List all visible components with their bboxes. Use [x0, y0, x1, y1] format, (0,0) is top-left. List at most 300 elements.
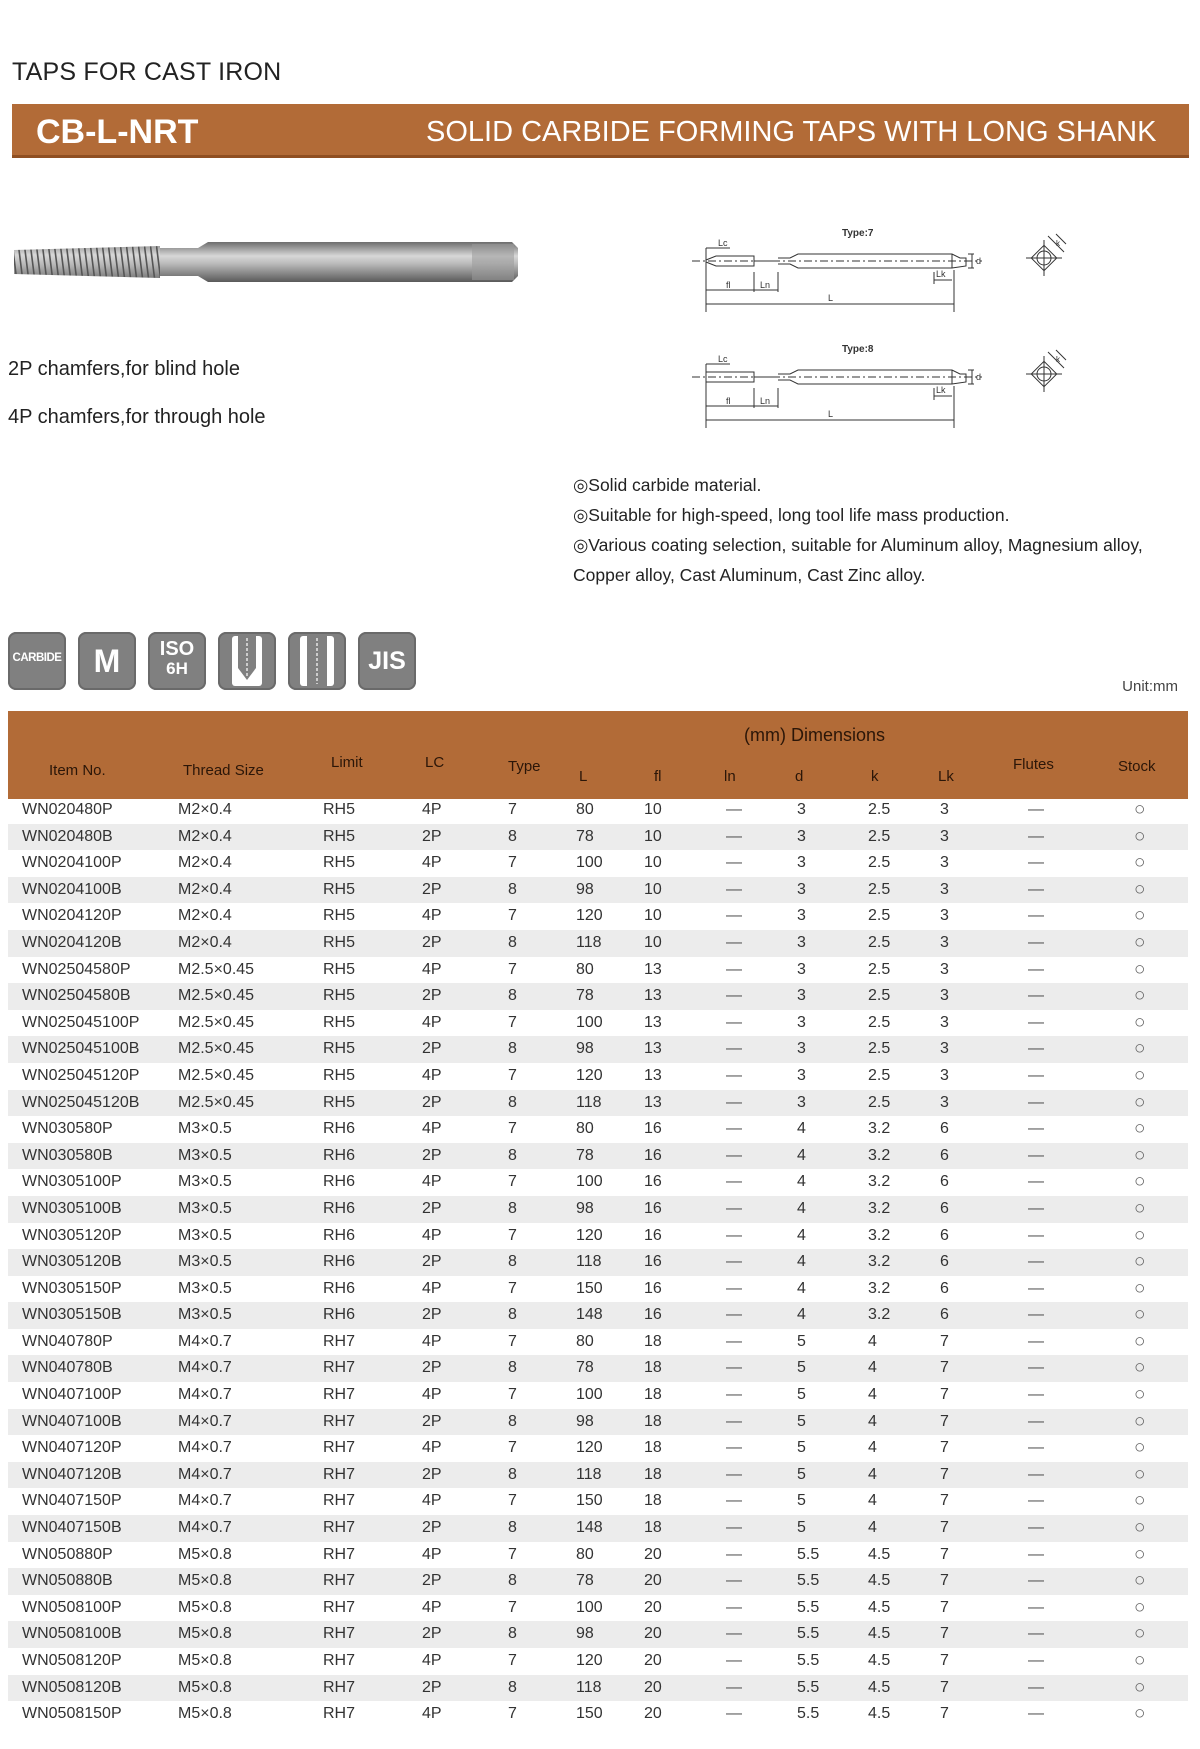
cell-thread-size: M2.5×0.45	[178, 1013, 255, 1031]
col-header: Stock	[1118, 758, 1156, 775]
cell-item-no: WN050880P	[22, 1545, 113, 1563]
cell-flutes: —	[1028, 1120, 1044, 1138]
cell-stock: ○	[1134, 1224, 1146, 1246]
table-row	[8, 957, 1188, 984]
cell-limit: RH6	[323, 1199, 356, 1217]
cell-k: 4.5	[868, 1598, 891, 1616]
cell-limit: RH6	[323, 1120, 356, 1138]
cell-limit: RH6	[323, 1226, 356, 1244]
cell-limit: RH7	[323, 1545, 356, 1563]
cell-limit: RH6	[323, 1279, 356, 1297]
cell-thread-size: M5×0.8	[178, 1598, 232, 1616]
cell-lk: 3	[940, 960, 949, 978]
cell-type: 7	[508, 1652, 517, 1669]
cell-item-no: WN030580B	[22, 1146, 113, 1164]
cell-item-no: WN0204120B	[22, 933, 122, 951]
cell-fl: 16	[644, 1226, 662, 1244]
cell-ln: —	[726, 1040, 742, 1058]
table-row	[8, 1409, 1188, 1436]
cell-type: 7	[508, 1705, 517, 1723]
cell-flutes: —	[1028, 1013, 1044, 1031]
cell-fl: 13	[644, 987, 662, 1005]
cell-lk: 7	[940, 1465, 949, 1483]
cell-k: 2.5	[868, 907, 891, 925]
cell-flutes: —	[1028, 933, 1044, 951]
cell-k: 3.2	[868, 1226, 891, 1244]
cell-thread-size: M3×0.5	[178, 1146, 232, 1164]
cell-stock: ○	[1134, 1490, 1146, 1512]
cell-lk: 7	[940, 1386, 949, 1404]
svg-text:Lk: Lk	[936, 269, 946, 279]
table-row	[8, 1542, 1188, 1569]
cell-k: 2.5	[868, 933, 891, 951]
cell-stock: ○	[1134, 1543, 1146, 1565]
cell-type: 7	[508, 1013, 517, 1031]
cell-limit: RH7	[323, 1359, 356, 1377]
cell-l: 98	[576, 1412, 594, 1430]
cell-lk: 7	[940, 1519, 949, 1537]
cell-item-no: WN02504580B	[22, 987, 131, 1005]
cell-type: 7	[508, 1598, 517, 1616]
cell-k: 3.2	[868, 1120, 891, 1138]
cell-type: 7	[508, 1279, 517, 1297]
table-row	[8, 1675, 1188, 1702]
cell-d: 5	[797, 1519, 806, 1537]
cell-l: 118	[576, 1678, 602, 1696]
chamfer-blind-hole: 2P chamfers,for blind hole	[8, 358, 240, 380]
table-row	[8, 850, 1188, 877]
cell-item-no: WN020480B	[22, 827, 113, 845]
cell-item-no: WN0407120B	[22, 1465, 122, 1483]
cell-flutes: —	[1028, 1625, 1044, 1643]
cell-type: 8	[508, 1572, 517, 1590]
cell-stock: ○	[1134, 1118, 1146, 1140]
col-header: L	[579, 768, 588, 785]
cell-d: 5.5	[797, 1545, 820, 1563]
cell-item-no: WN050880B	[22, 1572, 113, 1590]
cell-ln: —	[726, 1678, 742, 1696]
jis-icon: JIS	[358, 632, 416, 690]
cell-l: 118	[576, 1093, 602, 1111]
cell-k: 4.5	[868, 1545, 891, 1563]
col-header: Type	[508, 758, 541, 775]
cell-l: 78	[576, 1359, 594, 1377]
cell-thread-size: M2.5×0.45	[178, 1093, 255, 1111]
cell-item-no: WN0305100P	[22, 1173, 122, 1191]
cell-k: 4	[868, 1465, 877, 1483]
cell-lk: 7	[940, 1359, 949, 1377]
cell-k: 2.5	[868, 1093, 891, 1111]
drawing-type-8	[682, 338, 1082, 434]
cell-lc: 4P	[422, 854, 442, 872]
cell-fl: 18	[644, 1492, 662, 1510]
cell-lc: 4P	[422, 1492, 442, 1510]
table-row	[8, 983, 1188, 1010]
cell-d: 4	[797, 1120, 806, 1138]
cell-thread-size: M4×0.7	[178, 1465, 232, 1483]
cell-ln: —	[726, 1226, 742, 1244]
cell-type: 8	[508, 1412, 517, 1430]
cell-type: 7	[508, 801, 517, 818]
cell-ln: —	[726, 880, 742, 898]
cell-ln: —	[726, 907, 742, 925]
table-row	[8, 903, 1188, 930]
cell-limit: RH5	[323, 1093, 356, 1111]
cell-d: 5	[797, 1465, 806, 1483]
cell-l: 100	[576, 1013, 603, 1031]
cell-flutes: —	[1028, 1040, 1044, 1058]
cell-limit: RH7	[323, 1439, 356, 1457]
cell-ln: —	[726, 1332, 742, 1350]
cell-k: 2.5	[868, 1040, 891, 1058]
cell-stock: ○	[1134, 931, 1146, 953]
cell-stock: ○	[1134, 1676, 1146, 1698]
cell-type: 8	[508, 1625, 517, 1643]
cell-thread-size: M4×0.7	[178, 1412, 232, 1430]
cell-lc: 2P	[422, 987, 442, 1005]
cell-thread-size: M2.5×0.45	[178, 1040, 255, 1058]
cell-l: 78	[576, 987, 594, 1005]
cell-type: 7	[508, 1120, 517, 1138]
cell-l: 100	[576, 1173, 603, 1191]
cell-d: 5	[797, 1359, 806, 1377]
cell-stock: ○	[1134, 985, 1146, 1007]
cell-limit: RH5	[323, 907, 356, 925]
blind-hole-icon	[218, 632, 276, 690]
cell-type: 8	[508, 987, 517, 1005]
feature-list	[573, 470, 1173, 590]
cell-lc: 4P	[422, 1332, 442, 1350]
cell-l: 118	[576, 1253, 602, 1271]
cell-flutes: —	[1028, 1572, 1044, 1590]
cell-fl: 13	[644, 1013, 662, 1031]
cell-d: 5.5	[797, 1705, 820, 1723]
cell-lk: 7	[940, 1652, 949, 1669]
cell-lc: 4P	[422, 960, 442, 978]
col-header: Limit	[331, 754, 363, 771]
cell-type: 8	[508, 1359, 517, 1377]
cell-stock: ○	[1134, 852, 1146, 874]
cell-thread-size: M2.5×0.45	[178, 1066, 255, 1084]
svg-text:Ln: Ln	[760, 280, 771, 290]
cell-d: 3	[797, 1093, 806, 1111]
table-row	[8, 1355, 1188, 1382]
cell-d: 3	[797, 801, 806, 818]
cell-l: 150	[576, 1492, 603, 1510]
cell-stock: ○	[1134, 1144, 1146, 1166]
cell-flutes: —	[1028, 1173, 1044, 1191]
cell-flutes: —	[1028, 1678, 1044, 1696]
cell-thread-size: M4×0.7	[178, 1386, 232, 1404]
cell-ln: —	[726, 1253, 742, 1271]
cell-lc: 4P	[422, 907, 442, 925]
cell-k: 2.5	[868, 827, 891, 845]
cell-flutes: —	[1028, 907, 1044, 925]
cell-type: 7	[508, 907, 517, 925]
cell-thread-size: M5×0.8	[178, 1625, 232, 1643]
table-row	[8, 1223, 1188, 1250]
table-row	[8, 1462, 1188, 1489]
cell-stock: ○	[1134, 1064, 1146, 1086]
cell-lk: 3	[940, 1013, 949, 1031]
tap-photo	[12, 238, 522, 286]
cell-d: 5	[797, 1439, 806, 1457]
cell-lk: 3	[940, 1066, 949, 1084]
cell-k: 3.2	[868, 1146, 891, 1164]
cell-k: 4.5	[868, 1652, 891, 1669]
cell-k: 4.5	[868, 1625, 891, 1643]
cell-l: 80	[576, 960, 594, 978]
cell-d: 3	[797, 1040, 806, 1058]
cell-lk: 6	[940, 1199, 949, 1217]
cell-k: 4.5	[868, 1678, 891, 1696]
table-row	[8, 1249, 1188, 1276]
cell-d: 3	[797, 960, 806, 978]
cell-stock: ○	[1134, 1517, 1146, 1539]
cell-l: 80	[576, 1545, 594, 1563]
cell-lk: 7	[940, 1332, 949, 1350]
cell-type: 8	[508, 1093, 517, 1111]
cell-k: 4	[868, 1412, 877, 1430]
cell-lk: 7	[940, 1412, 949, 1430]
cell-fl: 20	[644, 1652, 662, 1669]
feature-item: ◎Suitable for high-speed, long tool life mass production.	[573, 505, 1010, 525]
cell-ln: —	[726, 1412, 742, 1430]
cell-stock: ○	[1134, 799, 1146, 820]
col-header: d	[795, 768, 804, 785]
cell-fl: 18	[644, 1519, 662, 1537]
cell-fl: 20	[644, 1545, 662, 1563]
col-header: fl	[654, 768, 662, 785]
cell-k: 4	[868, 1386, 877, 1404]
cell-item-no: WN0204100B	[22, 880, 122, 898]
feature-item: Copper alloy, Cast Aluminum, Cast Zinc alloy.	[573, 565, 926, 585]
cell-k: 3.2	[868, 1279, 891, 1297]
cell-lk: 3	[940, 987, 949, 1005]
svg-text:fl: fl	[726, 396, 731, 406]
cell-ln: —	[726, 1625, 742, 1643]
cell-type: 7	[508, 1386, 517, 1404]
table-row	[8, 1435, 1188, 1462]
cell-limit: RH6	[323, 1146, 356, 1164]
cell-limit: RH5	[323, 854, 356, 872]
cell-flutes: —	[1028, 1359, 1044, 1377]
cell-flutes: —	[1028, 1652, 1044, 1669]
cell-stock: ○	[1134, 825, 1146, 847]
cell-d: 4	[797, 1146, 806, 1164]
cell-lc: 4P	[422, 1173, 442, 1191]
col-header: k	[871, 768, 879, 785]
cell-flutes: —	[1028, 1519, 1044, 1537]
cell-k: 2.5	[868, 987, 891, 1005]
table-row	[8, 1621, 1188, 1648]
cell-d: 3	[797, 907, 806, 925]
cell-stock: ○	[1134, 1091, 1146, 1113]
cell-d: 5.5	[797, 1625, 820, 1643]
cell-d: 4	[797, 1306, 806, 1324]
cell-lk: 6	[940, 1226, 949, 1244]
cell-l: 150	[576, 1279, 603, 1297]
cell-limit: RH5	[323, 960, 356, 978]
cell-thread-size: M3×0.5	[178, 1279, 232, 1297]
cell-limit: RH6	[323, 1306, 356, 1324]
cell-ln: —	[726, 1465, 742, 1483]
cell-limit: RH5	[323, 987, 356, 1005]
cell-fl: 20	[644, 1625, 662, 1643]
cell-limit: RH6	[323, 1173, 356, 1191]
cell-type: 8	[508, 1519, 517, 1537]
table-row	[8, 1196, 1188, 1223]
cell-fl: 16	[644, 1120, 662, 1138]
cell-k: 3.2	[868, 1173, 891, 1191]
table-row	[8, 1010, 1188, 1037]
cell-thread-size: M2×0.4	[178, 907, 232, 925]
drawing-type-label: Type:8	[842, 344, 874, 355]
carbide-icon: CARBIDE	[8, 632, 66, 690]
cell-lc: 4P	[422, 1120, 442, 1138]
cell-type: 8	[508, 1199, 517, 1217]
cell-l: 78	[576, 827, 594, 845]
cell-flutes: —	[1028, 854, 1044, 872]
cell-type: 7	[508, 1173, 517, 1191]
cell-lc: 4P	[422, 1386, 442, 1404]
cell-stock: ○	[1134, 1197, 1146, 1219]
svg-text:d: d	[976, 256, 982, 266]
cell-stock: ○	[1134, 1357, 1146, 1379]
cell-fl: 13	[644, 1040, 662, 1058]
cell-limit: RH5	[323, 1013, 356, 1031]
cell-thread-size: M5×0.8	[178, 1678, 232, 1696]
cell-lc: 4P	[422, 1279, 442, 1297]
cell-item-no: WN0508150P	[22, 1705, 122, 1723]
cell-limit: RH7	[323, 1625, 356, 1643]
cell-lk: 3	[940, 827, 949, 845]
cell-lk: 3	[940, 1040, 949, 1058]
cell-flutes: —	[1028, 1332, 1044, 1350]
cell-fl: 20	[644, 1598, 662, 1616]
cell-lc: 2P	[422, 1519, 442, 1537]
cell-type: 8	[508, 1465, 517, 1483]
cell-thread-size: M4×0.7	[178, 1332, 232, 1350]
cell-ln: —	[726, 1173, 742, 1191]
cell-l: 100	[576, 854, 603, 872]
cell-item-no: WN025045120B	[22, 1093, 140, 1111]
cell-thread-size: M3×0.5	[178, 1253, 232, 1271]
cell-d: 5	[797, 1386, 806, 1404]
drawing-type-7	[682, 222, 1082, 318]
cell-fl: 20	[644, 1705, 662, 1723]
cell-d: 3	[797, 880, 806, 898]
cell-flutes: —	[1028, 987, 1044, 1005]
col-header: Lk	[938, 768, 954, 785]
cell-thread-size: M2×0.4	[178, 880, 232, 898]
cell-item-no: WN025045100P	[22, 1013, 140, 1031]
cell-thread-size: M4×0.7	[178, 1492, 232, 1510]
cell-limit: RH5	[323, 933, 356, 951]
cell-limit: RH7	[323, 1652, 356, 1669]
table-body	[8, 797, 1188, 1728]
cell-d: 4	[797, 1173, 806, 1191]
cell-l: 78	[576, 1146, 594, 1164]
cell-stock: ○	[1134, 1650, 1146, 1671]
cell-type: 8	[508, 1040, 517, 1058]
cell-fl: 16	[644, 1199, 662, 1217]
cell-lc: 4P	[422, 1598, 442, 1616]
cell-flutes: —	[1028, 1412, 1044, 1430]
cell-d: 4	[797, 1253, 806, 1271]
cell-item-no: WN0407100P	[22, 1386, 122, 1404]
cell-item-no: WN0407120P	[22, 1439, 122, 1457]
svg-text:Lk: Lk	[936, 385, 946, 395]
cell-thread-size: M3×0.5	[178, 1173, 232, 1191]
cell-d: 3	[797, 827, 806, 845]
cell-ln: —	[726, 801, 742, 818]
cell-lk: 6	[940, 1279, 949, 1297]
table-row	[8, 1036, 1188, 1063]
cell-lk: 7	[940, 1439, 949, 1457]
svg-text:Lc: Lc	[718, 354, 728, 364]
cell-fl: 16	[644, 1253, 662, 1271]
cell-limit: RH5	[323, 827, 356, 845]
cell-l: 120	[576, 1226, 603, 1244]
cell-item-no: WN0508120P	[22, 1652, 122, 1669]
cell-type: 7	[508, 960, 517, 978]
table-header	[8, 711, 1188, 799]
svg-text:Lc: Lc	[718, 238, 728, 248]
cell-k: 2.5	[868, 1013, 891, 1031]
cell-fl: 16	[644, 1173, 662, 1191]
table-row	[8, 1568, 1188, 1595]
cell-thread-size: M4×0.7	[178, 1359, 232, 1377]
cell-lk: 3	[940, 854, 949, 872]
cell-thread-size: M2×0.4	[178, 854, 232, 872]
cell-ln: —	[726, 1066, 742, 1084]
cell-fl: 18	[644, 1332, 662, 1350]
cell-ln: —	[726, 960, 742, 978]
cell-type: 8	[508, 1306, 517, 1324]
cell-fl: 20	[644, 1678, 662, 1696]
cell-item-no: WN0407150P	[22, 1492, 122, 1510]
cell-lk: 6	[940, 1306, 949, 1324]
cell-fl: 13	[644, 960, 662, 978]
cell-l: 150	[576, 1705, 603, 1723]
col-header: LC	[425, 754, 445, 771]
category-title: TAPS FOR CAST IRON	[12, 58, 282, 86]
cell-fl: 13	[644, 1093, 662, 1111]
cell-stock: ○	[1134, 1304, 1146, 1326]
cell-lk: 6	[940, 1253, 949, 1271]
cell-limit: RH5	[323, 1066, 356, 1084]
cell-k: 4.5	[868, 1572, 891, 1590]
cell-l: 118	[576, 1465, 602, 1483]
cell-type: 8	[508, 1253, 517, 1271]
cell-fl: 20	[644, 1572, 662, 1590]
cell-ln: —	[726, 1439, 742, 1457]
cell-type: 8	[508, 1146, 517, 1164]
cell-flutes: —	[1028, 1598, 1044, 1616]
cell-ln: —	[726, 1598, 742, 1616]
cell-flutes: —	[1028, 1705, 1044, 1723]
cell-item-no: WN030580P	[22, 1120, 113, 1138]
cell-lc: 2P	[422, 1199, 442, 1217]
cell-stock: ○	[1134, 1437, 1146, 1459]
cell-item-no: WN0305150P	[22, 1279, 122, 1297]
cell-k: 4.5	[868, 1705, 891, 1723]
cell-ln: —	[726, 933, 742, 951]
cell-k: 4	[868, 1519, 877, 1537]
cell-type: 8	[508, 1678, 517, 1696]
cell-type: 7	[508, 1439, 517, 1457]
